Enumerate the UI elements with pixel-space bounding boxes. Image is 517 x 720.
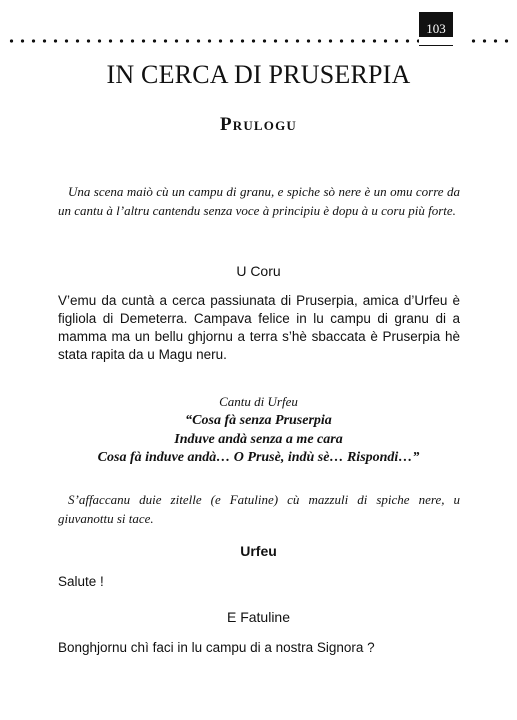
stage-direction: Una scena maiò cù un campu di granu, e spiche sò nere è un omu corre da un cantu à l’altru cantendu senza voce à principiu è dopu à u coru più forte.: [58, 184, 460, 218]
dotted-rule: [6, 39, 511, 43]
song-heading: Cantu di Urfeu: [219, 394, 298, 409]
page-title: IN CERCA DI PRUSERPIA: [106, 60, 411, 89]
stage-direction: S’affaccanu duie zitelle (e Fatuline) cù mazzuli di spiche nere, u giuvanottu si tace.: [58, 492, 460, 526]
chorus-paragraph: V’emu da cuntà a cerca passiunata di Pruserpia, amica d’Urfeu è figliola di Demeterra. Campava felice in lu campu di granu di a mamma ma un bellu ghjornu a terra s’hè sbaccata è Pruserpia hè stata rapita da u Magu neru.: [58, 293, 460, 362]
song-verse: [0, 412, 517, 468]
speaker-name: E Fatuline: [226, 609, 291, 625]
section-subtitle: Prulogu: [219, 114, 298, 135]
speaker-name: Urfeu: [240, 543, 277, 559]
song-line: “Cosa fà senza Pruserpia: [185, 413, 332, 428]
song-line: Cosa fà induve andà… O Prusè, indù sè… Rispondi…”: [97, 450, 420, 465]
page-number: 103: [419, 12, 453, 46]
dialogue-line: Bonghjornu chì faci in lu campu di a nostra Signora ?: [58, 640, 375, 655]
dialogue-line: Salute !: [58, 574, 104, 589]
song-line: Induve andà senza a me cara: [174, 431, 343, 447]
speaker-name: U Coru: [236, 263, 281, 279]
